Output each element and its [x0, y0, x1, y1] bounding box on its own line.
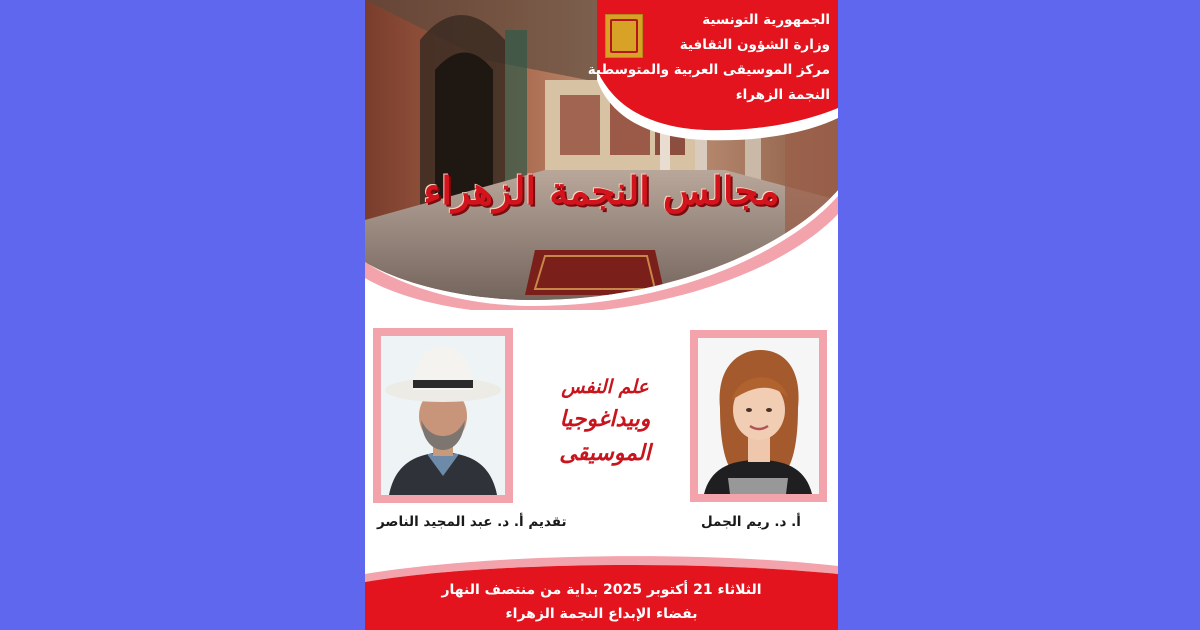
lecture-topic: [515, 372, 695, 470]
topic-line-2: وبيداغوجيا الموسيقى: [559, 406, 651, 466]
event-venue: بفضاء الإبداع النجمة الزهراء: [505, 606, 698, 622]
presenter-photo-frame: [373, 328, 513, 503]
speaker-photo-frame: [690, 330, 827, 502]
header-line-najma: النجمة الزهراء: [735, 87, 830, 103]
event-date-time: الثلاثاء 21 أكتوبر 2025 بداية من منتصف النهار: [441, 582, 762, 598]
presenter-caption: تقديم أ. د. عبد المجيد الناصر: [377, 514, 567, 530]
institution-header: [587, 8, 830, 108]
topic-line-1: علم النفس: [561, 376, 649, 398]
header-line-center: مركز الموسيقى العربية والمتوسطية: [587, 62, 830, 78]
event-details: [365, 578, 838, 626]
presenter-photo: [381, 336, 505, 495]
speaker-photo: [698, 338, 819, 494]
speaker-caption: أ. د. ريم الجمل: [701, 514, 801, 530]
header-line-ministry: وزارة الشؤون الثقافية: [679, 37, 830, 53]
header-line-republic: الجمهورية التونسية: [702, 12, 830, 28]
hero-banner: [365, 0, 838, 310]
poster-title: مجالس النجمة الزهراء: [423, 168, 780, 213]
event-poster: [365, 0, 838, 630]
